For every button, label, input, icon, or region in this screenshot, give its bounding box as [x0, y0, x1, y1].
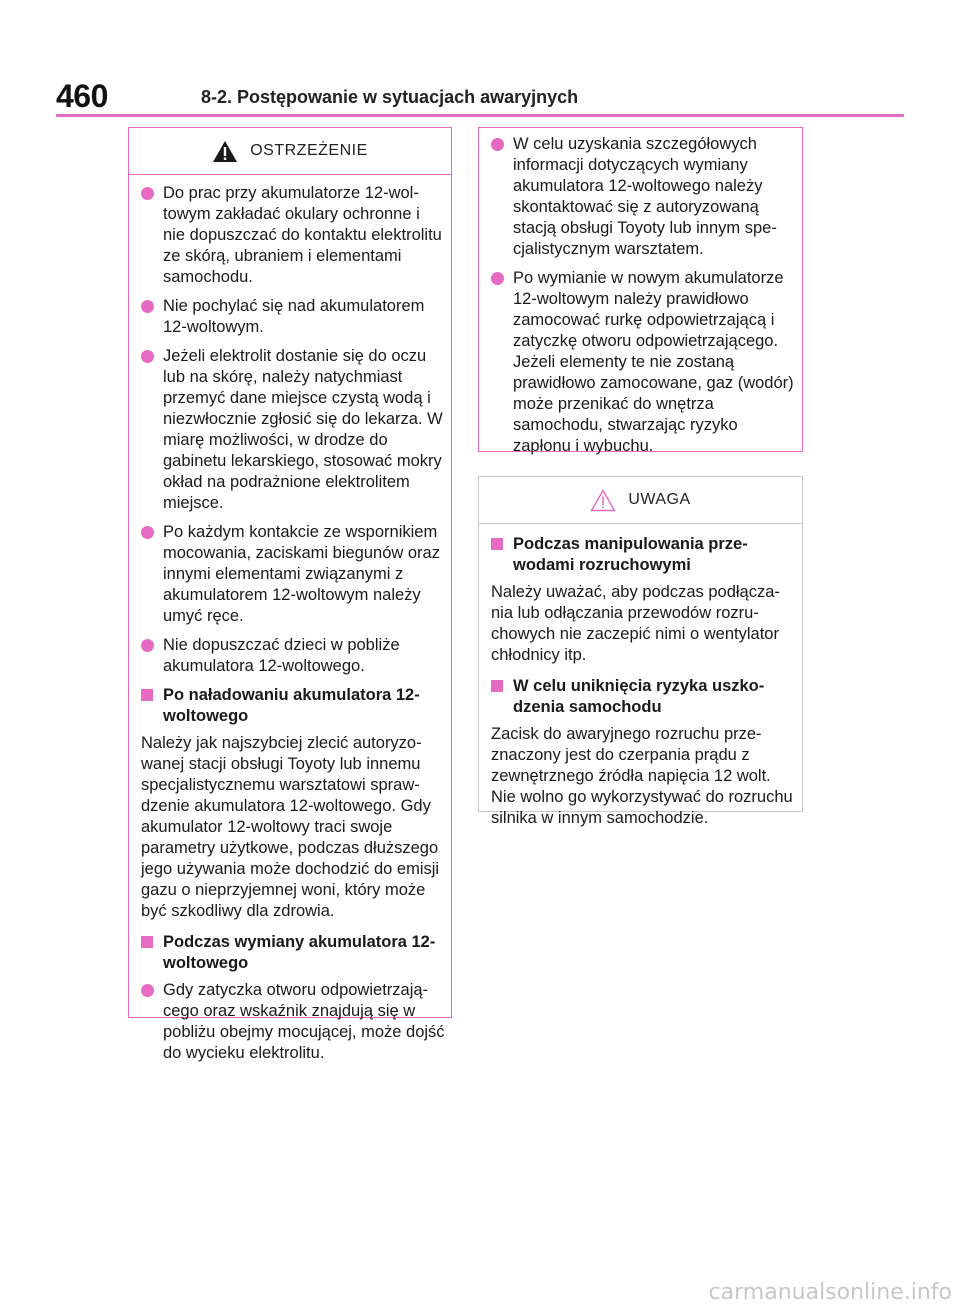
- watermark-text: carmanualsonline.info: [708, 1280, 952, 1305]
- square-bullet-icon: [491, 680, 503, 692]
- warning-triangle-icon: [212, 140, 238, 163]
- warning-header: [129, 128, 451, 175]
- caution-triangle-icon: [590, 489, 616, 512]
- warning-cont-content: [479, 128, 802, 457]
- warning-bullet: Jeżeli elektrolit dostanie się do oczu lub na skórę, należy natychmiast przemyć dane miejsce czystą wodą i niezwłocznie zgłosić się do lekarza. W miarę możliwości, w drodze do gabinetu lekarskiego, stosować mokry okład na podrażnione elektrolitem miejsce.: [141, 346, 445, 514]
- warning-bullet: W celu uzyskania szczegółowych informacji dotyczących wymiany akumulatora 12-woltowego należy skontaktować się z autoryzowaną stacją obsługi Toyoty lub innym specjalistycznym warsztatem.: [491, 134, 796, 260]
- bullet-dot-icon: [141, 526, 154, 539]
- bullet-dot-icon: [491, 272, 504, 285]
- square-bullet-icon: [491, 538, 503, 550]
- warning-content: [129, 175, 451, 1064]
- page-header: [56, 78, 906, 118]
- bullet-dot-icon: [141, 300, 154, 313]
- notice-header: [479, 477, 802, 524]
- bullet-dot-icon: [491, 138, 504, 151]
- notice-content: [479, 524, 802, 829]
- warning-subheading: Podczas wymiany akumulatora 12-woltowego: [141, 932, 445, 974]
- warning-bullet: Gdy zatyczka otworu odpowietrzającego oraz wskaźnik znajdują się w pobliżu obejmy mocującej, może dojść do wycieku elektrolitu.: [141, 980, 445, 1064]
- section-title: 8-2. Postępowanie w sytuacjach awaryjnych: [201, 87, 579, 107]
- warning-continuation-box: [478, 127, 803, 455]
- warning-paragraph: Należy jak najszybciej zlecić autoryzowanej stacji obsługi Toyoty lub innemu specjalistycznemu warsztatowi sprawdzenie akumulatora 12-woltowego. Gdy akumulator 12-woltowy traci swoje parametry użytkowe, podczas dłuższego jego używania może dochodzić do emisji gazu o nieprzyjemnej woni, który może być szkodliwy dla zdrowia.: [141, 734, 440, 920]
- notice-paragraph: Zacisk do awaryjnego rozruchu przeznaczony jest do czerpania prądu z zewnętrznego źródła napięcia 12 wolt. Nie wolno go wykorzystywać do rozruchu silnika w innym samochodzie.: [491, 725, 793, 827]
- warning-box: [128, 127, 452, 1062]
- warning-bullet: Nie pochylać się nad akumulatorem 12-woltowym.: [141, 296, 445, 338]
- warning-bullet: Po wymianie w nowym akumulatorze 12-woltowym należy prawidłowo zamocować rurkę odpowietrzającą i zatyczkę otworu odpowietrzającego. Jeżeli elementy te nie zostaną prawidłowo zamocowane, gaz (wodór) może przenikać do wnętrza samochodu, stwarzając ryzyko zapłonu i wybuchu.: [491, 268, 796, 457]
- warning-bullet: Do prac przy akumulatorze 12-woltowym zakładać okulary ochronne i nie dopuszczać do kontaktu elektrolitu ze skórą, ubraniem i elementami samochodu.: [141, 183, 445, 288]
- warning-title: OSTRZEŻENIE: [250, 142, 368, 159]
- bullet-dot-icon: [141, 187, 154, 200]
- warning-subheading: Po naładowaniu akumulatora 12-woltowego: [141, 685, 445, 727]
- notice-paragraph: Należy uważać, aby podczas podłączania lub odłączania przewodów rozruchowych nie zaczepić nimi o wentylator chłodnicy itp.: [491, 583, 780, 664]
- notice-subheading: W celu uniknięcia ryzyka uszkodzenia samochodu: [491, 676, 796, 718]
- notice-box: [478, 476, 803, 827]
- notice-title: UWAGA: [628, 491, 691, 508]
- warning-bullet: Po każdym kontakcie ze wspornikiem mocowania, zaciskami biegunów oraz innymi elementami związanymi z akumulatorem 12-woltowym należy umyć ręce.: [141, 522, 445, 627]
- bullet-dot-icon: [141, 639, 154, 652]
- square-bullet-icon: [141, 689, 153, 701]
- square-bullet-icon: [141, 936, 153, 948]
- header-rule: [56, 114, 904, 117]
- page-number: 460: [56, 78, 108, 114]
- bullet-dot-icon: [141, 350, 154, 363]
- bullet-dot-icon: [141, 984, 154, 997]
- warning-bullet: Nie dopuszczać dzieci w pobliże akumulatora 12-woltowego.: [141, 635, 445, 677]
- notice-subheading: Podczas manipulowania przewodami rozruchowymi: [491, 534, 796, 576]
